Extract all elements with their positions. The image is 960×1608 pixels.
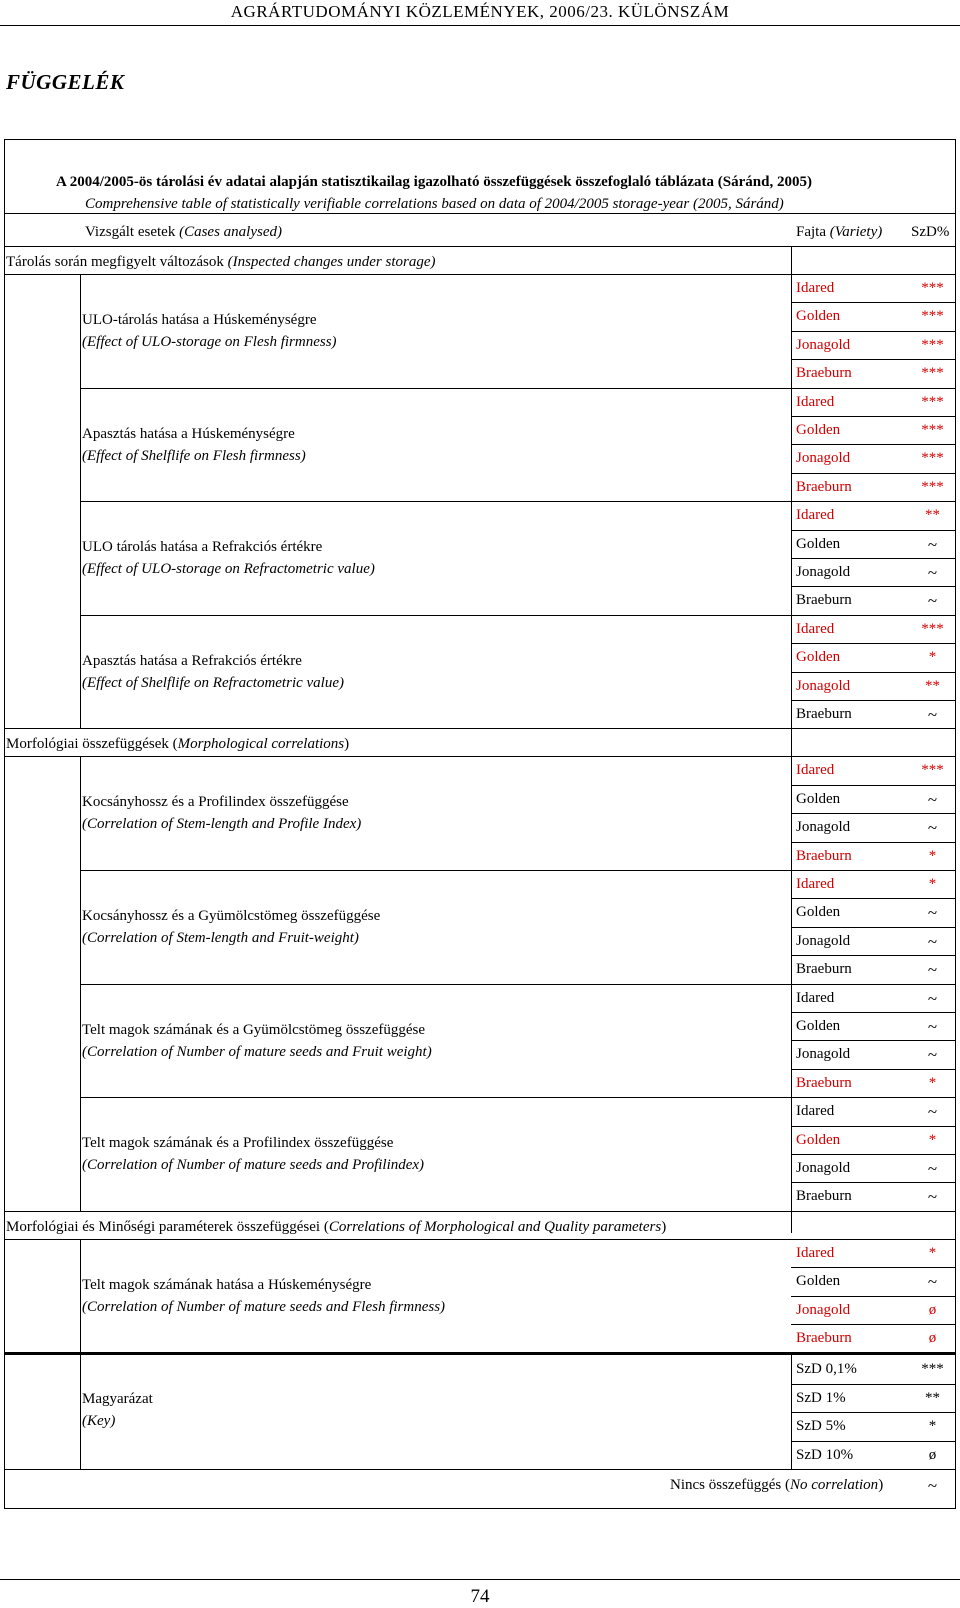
section-title-suffix: )	[344, 736, 350, 753]
footer-rule	[0, 1579, 960, 1580]
no-correlation-note	[670, 1477, 883, 1494]
case-label-en: (Effect of Shelflife on Refractometric value)	[82, 674, 344, 691]
cases-header	[85, 224, 282, 241]
variety-cell: Jonagold	[796, 336, 851, 353]
variety-cell: Idared	[796, 280, 835, 296]
case-rule	[80, 388, 956, 389]
variety-row-rule	[791, 359, 956, 360]
variety-cell: Golden	[796, 649, 841, 666]
variety-row-rule	[791, 1324, 956, 1325]
significance-cell: *	[928, 649, 937, 666]
significance-cell: ø	[928, 1301, 937, 1318]
significance-cell: ø	[928, 1330, 937, 1346]
key-label-hu: Magyarázat	[82, 1391, 153, 1408]
variety-row-rule	[791, 586, 956, 587]
case-label-hu: Apasztás hatása a Refrakciós értékre	[82, 652, 302, 669]
significance-cell: ***	[921, 478, 944, 495]
key-level: SzD 5%	[796, 1418, 846, 1435]
significance-cell: ~	[927, 789, 938, 809]
significance-cell: ***	[921, 450, 944, 467]
variety-row-rule	[791, 813, 956, 814]
variety-cell: Braeburn	[796, 847, 852, 864]
significance-cell: ~	[927, 903, 938, 923]
section-title-hu: Morfológiai összefüggések (	[6, 736, 178, 753]
section-end-rule	[4, 1211, 956, 1212]
table-title-hu: A 2004/2005-ös tárolási év adatai alapján statisztikailag igazolható összefüggések összefoglaló táblázata (Sáránd, 2005)	[56, 174, 812, 190]
variety-cell: Braeburn	[796, 706, 852, 722]
variety-row-rule	[791, 1040, 956, 1041]
cases-header-hu: Vizsgált esetek	[85, 224, 180, 240]
variety-row-rule	[791, 1154, 956, 1155]
variety-cell: Braeburn	[796, 365, 852, 382]
variety-row-rule	[791, 1267, 956, 1268]
variety-row-rule	[791, 1126, 956, 1127]
case-label-en: (Correlation of Stem-length and Profile Index)	[82, 816, 362, 833]
significance-cell: ***	[921, 336, 944, 353]
variety-row-rule	[791, 444, 956, 445]
case-label-en: (Effect of Shelflife on Flesh firmness)	[82, 447, 306, 464]
variety-cell: Golden	[796, 904, 841, 921]
key-row-rule	[791, 1441, 956, 1442]
significance-cell: ~	[927, 1017, 938, 1036]
section-title-hu: Tárolás során megfigyelt változások	[6, 254, 228, 270]
case-label-hu: ULO tárolás hatása a Refrakciós értékre	[82, 539, 323, 556]
variety-cell: Golden	[796, 308, 841, 325]
variety-cell: Braeburn	[796, 961, 852, 978]
variety-cell: Jonagold	[796, 564, 851, 580]
significance-cell: *	[928, 1131, 937, 1148]
case-label-en: (Correlation of Number of mature seeds and Flesh firmness)	[82, 1298, 446, 1315]
variety-cell: Idared	[796, 393, 835, 410]
case-rule	[80, 984, 956, 985]
variety-row-rule	[791, 785, 956, 786]
significance-cell: ~	[927, 1187, 938, 1207]
significance-cell: ~	[927, 960, 938, 980]
section-title-en: Correlations of Morphological and Quality parameters	[328, 1218, 662, 1235]
section-title-en: (Inspected changes under storage)	[227, 254, 436, 270]
cases-header-en: (Cases analysed)	[179, 224, 282, 240]
variety-cell: Braeburn	[796, 1074, 852, 1091]
variety-cell: Idared	[796, 762, 835, 779]
variety-header-hu: Fajta	[796, 224, 830, 240]
section-title	[6, 736, 349, 753]
significance-cell: ~	[927, 1272, 938, 1292]
journal-title: AGRÁRTUDOMÁNYI KÖZLEMÉNYEK, 2006/23. KÜLÖNSZÁM	[230, 2, 730, 21]
variety-header	[796, 224, 882, 241]
variety-row-rule	[791, 530, 956, 531]
variety-cell: Golden	[796, 1018, 841, 1034]
significance-cell: *	[928, 1074, 937, 1091]
significance-cell: ~	[927, 591, 938, 611]
variety-row-rule	[791, 473, 956, 474]
variety-cell: Jonagold	[796, 450, 851, 467]
header-rule	[0, 25, 960, 26]
key-end-rule	[4, 1469, 956, 1470]
key-symbol: **	[925, 1389, 940, 1406]
section-title	[6, 254, 435, 271]
no-correlation-symbol: ~	[927, 1476, 938, 1495]
case-column-rule	[80, 756, 81, 1210]
variety-row-rule	[791, 1012, 956, 1013]
variety-cell: Jonagold	[796, 932, 851, 949]
variety-cell: Golden	[796, 790, 841, 807]
no-correlation-hu: Nincs összefüggés (	[670, 1477, 790, 1493]
case-label-hu: Telt magok számának hatása a Húskeménységre	[82, 1276, 372, 1293]
case-column-rule	[80, 274, 81, 728]
case-label-en: (Correlation of Number of mature seeds and Fruit weight)	[82, 1043, 432, 1060]
section-end-rule	[4, 728, 956, 729]
variety-row-rule	[791, 302, 956, 303]
key-symbol: ***	[921, 1361, 944, 1378]
case-label-hu: Apasztás hatása a Húskeménységre	[82, 425, 295, 442]
key-column-rule	[791, 1355, 792, 1469]
significance-cell: ***	[921, 393, 944, 410]
variety-row-rule	[791, 700, 956, 701]
variety-cell: Braeburn	[796, 1188, 852, 1205]
variety-row-rule	[791, 331, 956, 332]
variety-header-en: (Variety)	[829, 224, 883, 240]
variety-cell: Idared	[796, 507, 835, 524]
case-label-hu: Kocsányhossz és a Gyümölcstömeg összefüggése	[82, 908, 381, 924]
section-title-hu: Morfológiai és Minőségi paraméterek összefüggései (	[6, 1218, 329, 1235]
significance-cell: *	[928, 876, 937, 892]
significance-cell: ~	[927, 1102, 938, 1122]
variety-row-rule	[791, 1182, 956, 1183]
case-label-hu: ULO-tárolás hatása a Húskeménységre	[82, 312, 317, 328]
no-correlation-en: No correlation	[789, 1477, 879, 1493]
header-rule	[4, 246, 956, 247]
case-label-hu: Kocsányhossz és a Profilindex összefüggése	[82, 794, 349, 811]
significance-cell: ~	[927, 988, 938, 1008]
key-symbol: *	[928, 1418, 937, 1435]
variety-cell: Golden	[796, 1273, 841, 1290]
section-title-en: Morphological correlations	[177, 736, 345, 753]
significance-cell: **	[925, 507, 940, 524]
significance-cell: *	[928, 1244, 937, 1261]
variety-cell: Golden	[796, 535, 841, 552]
variety-row-rule	[791, 643, 956, 644]
appendix-title: FÜGGELÉK	[6, 70, 125, 94]
key-level: SzD 0,1%	[796, 1361, 857, 1378]
significance-cell: *	[928, 847, 937, 864]
variety-cell: Idared	[796, 989, 835, 1006]
section-rule	[4, 274, 956, 275]
section-rule	[4, 756, 956, 757]
variety-cell: Jonagold	[796, 677, 851, 694]
case-label-en: (Correlation of Number of mature seeds and Profilindex)	[82, 1157, 425, 1174]
case-rule	[80, 615, 956, 616]
significance-cell: ~	[927, 931, 938, 951]
variety-cell: Idared	[796, 620, 835, 637]
variety-row-rule	[791, 955, 956, 956]
no-correlation-suffix: )	[878, 1477, 884, 1493]
significance-cell: **	[925, 677, 940, 694]
variety-cell: Braeburn	[796, 592, 852, 609]
significance-cell: ***	[921, 308, 944, 325]
significance-cell: ~	[927, 1045, 938, 1065]
variety-cell: Golden	[796, 1131, 841, 1148]
section-rule	[4, 1239, 956, 1240]
case-rule	[80, 870, 956, 871]
variety-cell: Golden	[796, 422, 841, 438]
significance-cell: ***	[921, 422, 944, 438]
significance-cell: ***	[921, 620, 944, 637]
case-label-hu: Telt magok számának és a Gyümölcstömeg összefüggése	[82, 1021, 426, 1038]
key-row-rule	[791, 1384, 956, 1385]
table-title-en: Comprehensive table of statistically verifiable correlations based on data of 2004/2005 storage-year (2005, Sáránd)	[85, 196, 784, 212]
variety-row-rule	[791, 1296, 956, 1297]
significance-cell: ~	[927, 534, 938, 554]
section-title-suffix: )	[661, 1218, 667, 1235]
variety-cell: Braeburn	[796, 1330, 852, 1346]
key-level: SzD 10%	[796, 1446, 854, 1463]
variety-row-rule	[791, 842, 956, 843]
significance-cell: ***	[921, 762, 944, 779]
case-label-en: (Effect of ULO-storage on Refractometric value)	[82, 561, 375, 578]
key-rule	[4, 1352, 956, 1355]
variety-row-rule	[791, 672, 956, 673]
key-symbol: ø	[928, 1446, 937, 1463]
variety-cell: Idared	[796, 876, 835, 892]
significance-cell: ***	[921, 280, 944, 296]
case-label-hu: Telt magok számának és a Profilindex összefüggése	[82, 1135, 394, 1152]
variety-cell: Idared	[796, 1103, 835, 1120]
case-column-rule	[80, 1239, 81, 1353]
title-rule	[4, 213, 956, 214]
key-row-rule	[791, 1412, 956, 1413]
variety-row-rule	[791, 416, 956, 417]
variety-row-rule	[791, 898, 956, 899]
case-label-en: (Effect of ULO-storage on Flesh firmness)	[82, 334, 337, 350]
significance-cell: ***	[921, 365, 944, 382]
section-title	[6, 1219, 666, 1236]
variety-cell: Jonagold	[796, 1046, 851, 1063]
case-label-en: (Correlation of Stem-length and Fruit-weight)	[82, 930, 359, 946]
variety-cell: Jonagold	[796, 1301, 851, 1318]
key-level: SzD 1%	[796, 1389, 846, 1406]
variety-row-rule	[791, 558, 956, 559]
variety-cell: Jonagold	[796, 1160, 851, 1176]
variety-cell: Jonagold	[796, 819, 851, 836]
variety-cell: Idared	[796, 1244, 835, 1261]
case-rule	[80, 501, 956, 502]
variety-row-rule	[791, 927, 956, 928]
variety-row-rule	[791, 1069, 956, 1070]
variety-cell: Braeburn	[796, 478, 852, 495]
page-number: 74	[470, 1586, 490, 1607]
key-left-rule	[80, 1355, 81, 1469]
case-rule	[80, 1097, 956, 1098]
significance-cell: ~	[927, 563, 938, 582]
significance-cell: ~	[927, 1159, 938, 1178]
variety-column-rule	[791, 246, 792, 1233]
significance-cell: ~	[927, 705, 938, 724]
significance-cell: ~	[927, 818, 938, 838]
running-header	[0, 0, 960, 22]
key-label-en: (Key)	[82, 1413, 116, 1430]
szd-header: SzD%	[911, 224, 950, 240]
